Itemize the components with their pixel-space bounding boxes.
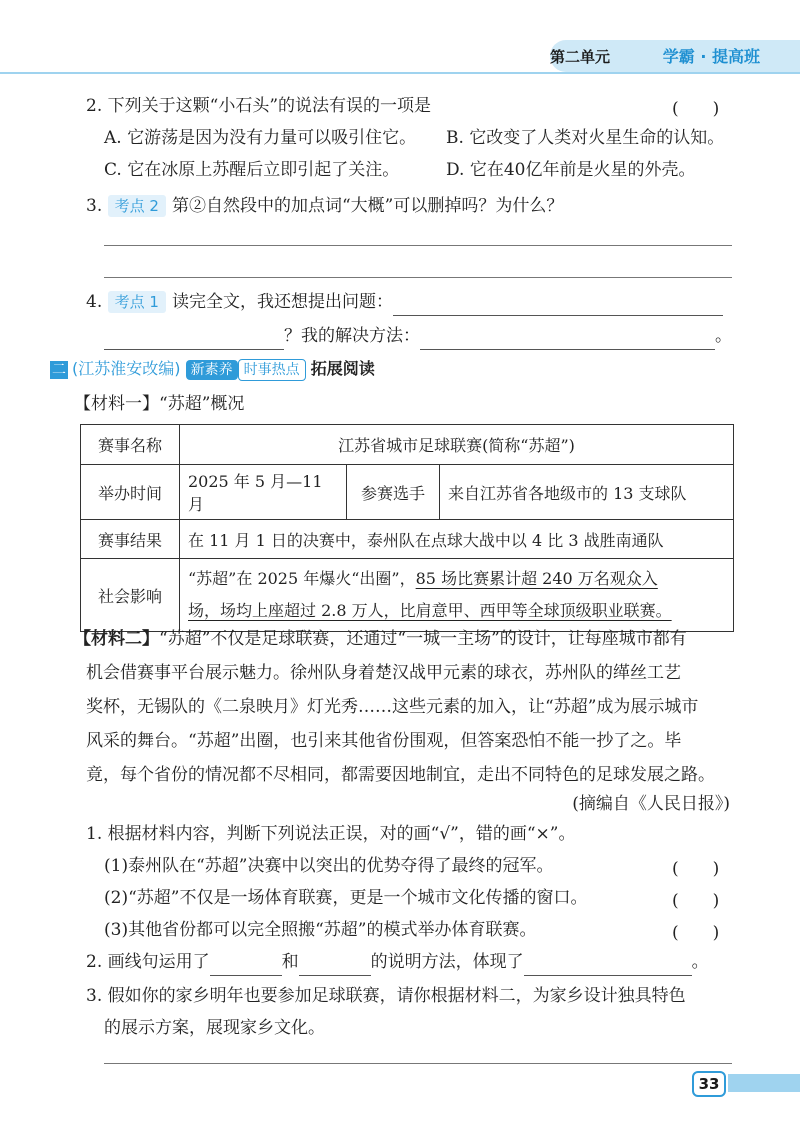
sub-q1: 1. 根据材料内容，判断下列说法正误，对的画“√”，错的画“×”。 (86, 824, 576, 844)
table-label-impact: 社会影响 (81, 559, 180, 632)
underlined-sentence-a: 85 场比赛累计超 240 万名观众入 (415, 569, 658, 588)
sub-q1-item3-paren[interactable]: ( ) (672, 923, 720, 943)
material2-source: (摘编自《人民日报》) (572, 794, 730, 814)
table-value-result: 在 11 月 1 日的决赛中，泰州队在点球大战中以 4 比 3 战胜南通队 (180, 520, 734, 559)
table-value-time: 2025 年 5 月—11 月 (180, 465, 347, 520)
sub-q2-text-b: 和 (281, 952, 299, 972)
answer-line[interactable] (104, 245, 732, 246)
method-blank-2[interactable] (299, 957, 371, 976)
sub-q2-text-d: 。 (691, 952, 709, 972)
sub-q1-item3: (3)其他省份都可以完全照搬“苏超”的模式举办体育联赛。 (104, 920, 537, 940)
q4-text: 读完全文，我还想提出问题： (171, 292, 393, 312)
sub-q2-text-a: 2. 画线句运用了 (86, 952, 210, 972)
q3-row (86, 192, 563, 220)
impact-text-a: “苏超”在 2025 年爆火“出圈”， (188, 569, 416, 588)
sub-q1-item1-paren[interactable]: ( ) (672, 859, 720, 879)
material2-line1 (74, 622, 687, 656)
q4-question-blank[interactable] (393, 297, 723, 316)
table-label-time: 举办时间 (81, 465, 180, 520)
q2-option-c: C. 它在冰原上苏醒后立即引起了关注。 (104, 160, 400, 180)
sub-q1-item2: (2)“苏超”不仅是一场体育联赛，更是一个城市文化传播的窗口。 (104, 888, 588, 908)
table-value-players: 来自江苏省各地级市的 13 支球队 (440, 465, 734, 520)
q2-option-b: B. 它改变了人类对火星生命的认知。 (446, 128, 725, 148)
header-divider (0, 72, 800, 74)
q2-option-a: A. 它游荡是因为没有力量可以吸引住它。 (104, 128, 417, 148)
effect-blank[interactable] (524, 957, 692, 976)
unit-label: 第二单元 (549, 48, 610, 66)
q4-tag: 考点 1 (108, 291, 166, 313)
sub-q3-line1: 3. 假如你的家乡明年也要参加足球联赛，请你根据材料二，为家乡设计独具特色 (86, 986, 686, 1006)
table-label-event: 赛事名称 (81, 425, 180, 465)
sub-q2-text-c: 的说明方法，体现了 (370, 952, 524, 972)
q4-number: 4. (86, 292, 103, 312)
section-number-badge: 二 (52, 361, 66, 378)
material1-table (80, 424, 734, 632)
q4-end: 。 (715, 326, 732, 346)
page-number-strip (728, 1074, 800, 1092)
material2-heading: 【材料二】 (74, 629, 159, 649)
material2-line2: 机会借赛事平台展示魅力。徐州队身着楚汉战甲元素的球衣，苏州队的缂丝工艺 (86, 663, 681, 683)
material2-line3: 奖杯，无锡队的《二泉映月》灯光秀……这些元素的加入，让“苏超”成为展示城市 (86, 697, 699, 717)
section-source: (江苏淮安改编) (72, 359, 181, 378)
method-blank-1[interactable] (210, 957, 282, 976)
underlined-sentence-b: 场，场均上座超过 2.8 万人，比肩意甲、西甲等全球顶级职业联赛。 (188, 601, 672, 620)
q3-text: 第②自然段中的加点词“大概”可以删掉吗？为什么？ (171, 196, 564, 216)
table-value-impact (180, 559, 734, 632)
table-label-players: 参赛选手 (347, 465, 440, 520)
tag-current-events: 时事热点 (238, 359, 306, 381)
q4-method-blank[interactable] (420, 331, 715, 350)
answer-line[interactable] (104, 1063, 732, 1064)
q4-row2 (104, 322, 732, 350)
q2-option-d: D. 它在40亿年前是火星的外壳。 (446, 160, 696, 180)
answer-line[interactable] (104, 277, 732, 278)
page-number: 33 (692, 1071, 726, 1097)
q2-answer-paren[interactable]: ( ) (672, 99, 720, 119)
table-label-result: 赛事结果 (81, 520, 180, 559)
material1-heading: 【材料一】“苏超”概况 (74, 394, 245, 414)
material2-line4: 风采的舞台。“苏超”出圈，也引来其他省份围观，但答案恐怕不能一抄了之。毕 (86, 731, 682, 751)
q4-text2: ？我的解决方法： (284, 326, 420, 346)
tag-new-literacy: 新素养 (186, 360, 238, 380)
q2-stem: 2. 下列关于这颗“小石头”的说法有误的一项是 (86, 96, 432, 116)
q3-number: 3. (86, 196, 103, 216)
q4-row (86, 288, 723, 316)
material2-text: “苏超”不仅是足球联赛，还通过“一城一主场”的设计，让每座城市都有 (159, 629, 687, 649)
section-title: 拓展阅读 (310, 359, 375, 378)
sub-q3-line2: 的展示方案，展现家乡文化。 (104, 1018, 325, 1038)
sub-q2 (86, 948, 709, 976)
q3-tag: 考点 2 (108, 195, 166, 217)
q4-question-blank-cont[interactable] (104, 331, 284, 350)
sub-q1-item2-paren[interactable]: ( ) (672, 891, 720, 911)
sub-q1-item1: (1)泰州队在“苏超”决赛中以突出的优势夺得了最终的冠军。 (104, 856, 554, 876)
table-value-event: 江苏省城市足球联赛(简称“苏超”) (180, 425, 734, 465)
section2-header (50, 356, 375, 381)
material2-line5: 竟，每个省份的情况都不尽相同，都需要因地制宜，走出不同特色的足球发展之路。 (86, 765, 715, 785)
brand-label: 学霸 · 提高班 (662, 47, 760, 66)
